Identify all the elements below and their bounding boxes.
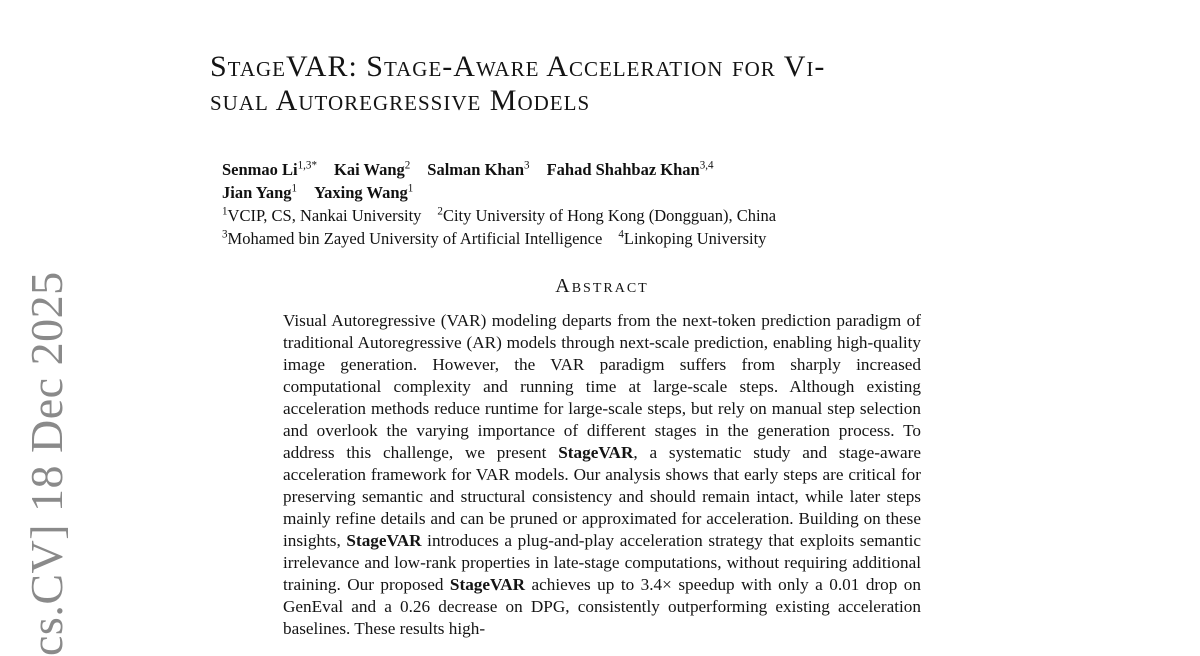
author-sup: 1 bbox=[407, 182, 414, 195]
affiliation-name: VCIP, CS, Nankai University bbox=[227, 206, 422, 225]
author-sup: 1,3* bbox=[297, 159, 317, 172]
affiliations-row-1 bbox=[222, 204, 1000, 227]
authors-row-2 bbox=[222, 181, 1000, 204]
abstract-segment: , a systematic study and stage-aware acceleration framework for VAR models. Our analysis shows that early steps are critical for preserving semantic and structural consistency and should remain intact, while later steps mainly refine details and can be pruned or approximated for acceleration. Building on these insights, bbox=[283, 443, 921, 550]
authors-block bbox=[222, 158, 1000, 250]
abstract-segment-bold: StageVAR bbox=[449, 575, 526, 594]
affiliation-sup: 1 bbox=[222, 205, 228, 218]
author bbox=[334, 158, 410, 181]
affiliation bbox=[437, 204, 776, 227]
author bbox=[314, 181, 413, 204]
arxiv-watermark: cs.CV] 18 Dec 2025 bbox=[21, 271, 72, 656]
abstract-segment: introduces a plug-and-play acceleration strategy that exploits semantic irrelevance and low-rank properties in late-stage computations, without requiring additional training. Our proposed bbox=[283, 531, 921, 594]
author-name: Fahad Shahbaz Khan bbox=[546, 160, 700, 179]
author-sup: 3,4 bbox=[699, 159, 714, 172]
affiliation-sup: 2 bbox=[437, 205, 443, 218]
abstract-segment: Visual Autoregressive (VAR) modeling departs from the next-token prediction paradigm of traditional Autoregressive (AR) models through next-scale prediction, enabling high-quality image generation. However, the VAR paradigm suffers from sharply increased computational complexity and running time at large-scale steps. Although existing acceleration methods reduce runtime for large-scale steps, but rely on manual step selection and overlook the varying importance of different stages in the generation process. To address this challenge, we present bbox=[283, 311, 921, 462]
affiliation-sup: 3 bbox=[222, 228, 228, 241]
paper-title-line-2: sual Autoregressive Models bbox=[210, 84, 591, 117]
authors-row-1 bbox=[222, 158, 1000, 181]
author-sup: 3 bbox=[524, 159, 530, 172]
author bbox=[427, 158, 529, 181]
abstract-text bbox=[283, 310, 921, 640]
author-name: Jian Yang bbox=[222, 183, 292, 202]
author-name: Yaxing Wang bbox=[314, 183, 408, 202]
affiliation-sup: 4 bbox=[618, 228, 624, 241]
author-sup: 2 bbox=[404, 159, 411, 172]
paper-content bbox=[210, 50, 1000, 640]
author-name: Senmao Li bbox=[222, 160, 298, 179]
author-name: Kai Wang bbox=[333, 160, 405, 179]
affiliation bbox=[618, 227, 766, 250]
paper-title bbox=[210, 50, 1000, 118]
author bbox=[547, 158, 714, 181]
author bbox=[222, 158, 317, 181]
abstract-segment-bold: StageVAR bbox=[558, 443, 634, 462]
paper-title-line-1: StageVAR: Stage-Aware Acceleration for Vi- bbox=[210, 50, 826, 83]
author bbox=[222, 181, 297, 204]
affiliation bbox=[222, 204, 421, 227]
affiliation-name: City University of Hong Kong (Dongguan), China bbox=[442, 206, 777, 225]
abstract-heading: Abstract bbox=[555, 275, 649, 297]
author-name: Salman Khan bbox=[427, 160, 525, 179]
abstract-segment: achieves up to 3.4× speedup with only a 0.01 drop on GenEval and a 0.26 decrease on DPG, consistently outperforming existing acceleration baselines. These results high- bbox=[283, 575, 921, 638]
affiliation bbox=[222, 227, 602, 250]
affiliations-row-2 bbox=[222, 227, 1000, 250]
affiliation-name: Linkoping University bbox=[623, 229, 767, 248]
abstract-section bbox=[283, 274, 921, 640]
author-sup: 1 bbox=[291, 182, 298, 195]
abstract-segment-bold: StageVAR bbox=[346, 531, 422, 550]
affiliation-name: Mohamed bin Zayed University of Artificial Intelligence bbox=[227, 229, 603, 248]
